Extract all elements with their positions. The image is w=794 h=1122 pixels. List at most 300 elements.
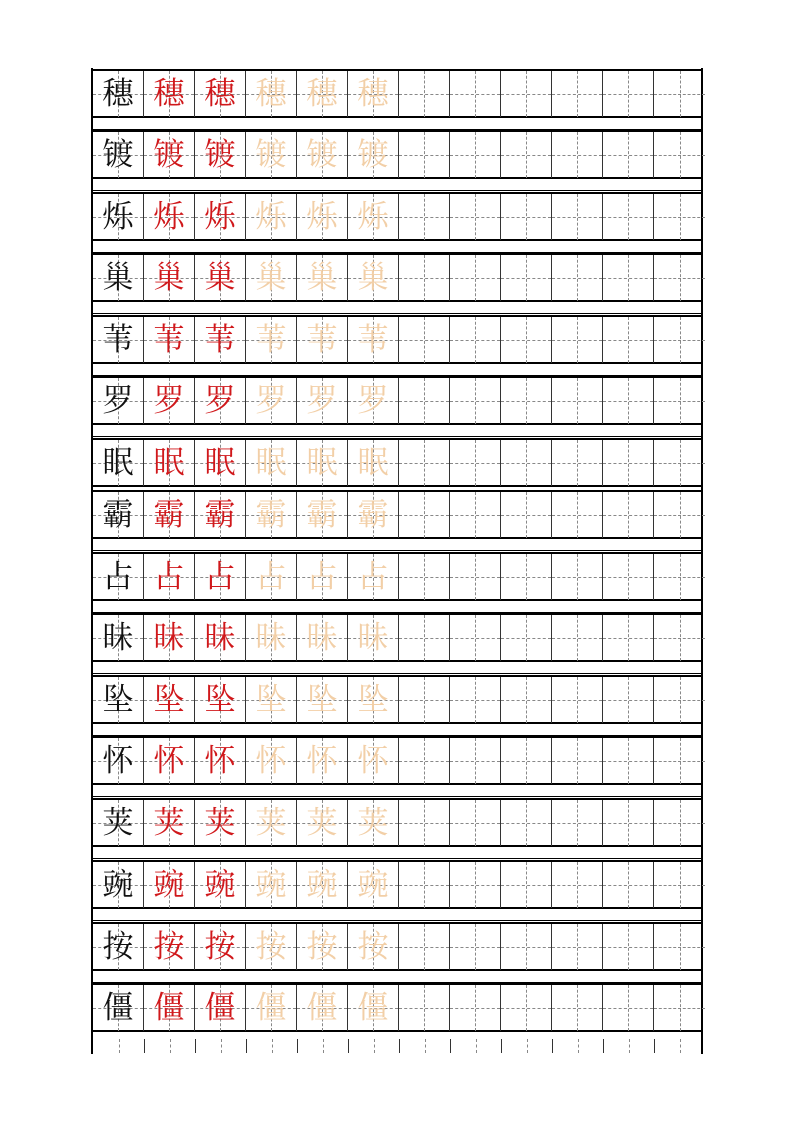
grid-cell [195, 492, 246, 538]
trace-character: 穗 [255, 75, 287, 112]
grid-cell[interactable] [501, 862, 552, 908]
stub-tick [654, 1039, 655, 1053]
trace-character: 坠 [306, 681, 338, 718]
grid-cell[interactable] [297, 440, 348, 486]
grid-cell [144, 924, 195, 970]
grid-cell[interactable] [501, 554, 552, 600]
grid-cell[interactable] [450, 317, 501, 363]
grid-cell [93, 71, 144, 117]
stub-tick [501, 1039, 502, 1053]
grid-cell [144, 615, 195, 661]
grid-cell[interactable] [246, 862, 297, 908]
grid-cell[interactable] [603, 255, 654, 301]
stub-tick [450, 1039, 451, 1053]
grid-cell[interactable] [603, 440, 654, 486]
practice-row [93, 677, 701, 723]
grid-cell [195, 738, 246, 784]
grid-cell [195, 985, 246, 1031]
grid-cell[interactable] [450, 132, 501, 178]
trace-character: 罗 [306, 382, 338, 419]
red-character: 僵 [153, 989, 185, 1026]
red-character: 镀 [153, 136, 185, 173]
grid-cell [93, 440, 144, 486]
trailing-row-stub [93, 1039, 701, 1053]
grid-cell[interactable] [399, 317, 450, 363]
grid-cell[interactable] [654, 378, 705, 424]
grid-cell[interactable] [297, 985, 348, 1031]
grid-cell[interactable] [348, 317, 399, 363]
grid-cell[interactable] [399, 255, 450, 301]
grid-cell[interactable] [450, 71, 501, 117]
grid-cell [93, 554, 144, 600]
grid-cell[interactable] [246, 132, 297, 178]
trace-character: 巢 [306, 259, 338, 296]
trace-character: 荚 [306, 804, 338, 841]
grid-cell [93, 862, 144, 908]
grid-cell[interactable] [399, 738, 450, 784]
grid-cell[interactable] [501, 677, 552, 723]
grid-cell[interactable] [654, 255, 705, 301]
practice-row [93, 492, 701, 538]
red-character: 苇 [153, 321, 185, 358]
grid-cell[interactable] [399, 924, 450, 970]
grid-cell [93, 677, 144, 723]
grid-cell[interactable] [399, 71, 450, 117]
trace-character: 昧 [255, 619, 287, 656]
trace-character: 昧 [357, 619, 389, 656]
row-separator-line [93, 858, 701, 859]
practice-row [93, 924, 701, 970]
model-character: 坠 [102, 681, 134, 718]
practice-row [93, 862, 701, 908]
trace-character: 霸 [306, 496, 338, 533]
grid-cell[interactable] [552, 255, 603, 301]
stub-dash [170, 1039, 171, 1053]
grid-cell[interactable] [450, 924, 501, 970]
grid-cell [144, 554, 195, 600]
model-character: 罗 [102, 382, 134, 419]
grid-cell [93, 132, 144, 178]
trace-character: 罗 [357, 382, 389, 419]
grid-cell[interactable] [246, 378, 297, 424]
grid-cell [195, 378, 246, 424]
grid-cell[interactable] [603, 194, 654, 240]
grid-cell[interactable] [399, 862, 450, 908]
grid-cell[interactable] [297, 924, 348, 970]
grid-cell[interactable] [450, 440, 501, 486]
practice-row [93, 554, 701, 600]
trace-character: 镀 [357, 136, 389, 173]
grid-cell [195, 615, 246, 661]
grid-cell[interactable] [654, 615, 705, 661]
grid-cell [144, 378, 195, 424]
grid-cell[interactable] [450, 677, 501, 723]
grid-cell[interactable] [450, 985, 501, 1031]
grid-cell [195, 862, 246, 908]
grid-cell[interactable] [450, 554, 501, 600]
red-character: 坠 [153, 681, 185, 718]
practice-row [93, 255, 701, 301]
grid-cell[interactable] [450, 800, 501, 846]
grid-cell [144, 985, 195, 1031]
practice-sheet [91, 68, 703, 1054]
red-character: 穗 [153, 75, 185, 112]
grid-cell[interactable] [246, 71, 297, 117]
grid-cell[interactable] [297, 71, 348, 117]
grid-cell[interactable] [450, 194, 501, 240]
red-character: 坠 [204, 681, 236, 718]
red-character: 昧 [153, 619, 185, 656]
grid-cell[interactable] [297, 615, 348, 661]
grid-cell[interactable] [399, 554, 450, 600]
trace-character: 僵 [306, 989, 338, 1026]
grid-cell[interactable] [348, 492, 399, 538]
red-character: 眠 [204, 444, 236, 481]
stub-dash [119, 1039, 120, 1053]
grid-cell[interactable] [450, 492, 501, 538]
red-character: 罗 [153, 382, 185, 419]
grid-cell[interactable] [450, 378, 501, 424]
grid-cell[interactable] [348, 554, 399, 600]
grid-cell[interactable] [297, 492, 348, 538]
grid-cell[interactable] [348, 71, 399, 117]
red-character: 巢 [204, 259, 236, 296]
practice-row [93, 378, 701, 424]
trace-character: 霸 [357, 496, 389, 533]
grid-cell[interactable] [603, 492, 654, 538]
grid-cell[interactable] [552, 132, 603, 178]
grid-cell[interactable] [654, 492, 705, 538]
grid-cell[interactable] [297, 317, 348, 363]
trace-character: 霸 [255, 496, 287, 533]
grid-cell[interactable] [501, 924, 552, 970]
grid-cell[interactable] [399, 615, 450, 661]
grid-cell[interactable] [501, 194, 552, 240]
red-character: 荚 [153, 804, 185, 841]
trace-character: 占 [357, 558, 389, 595]
stub-dash [272, 1039, 273, 1053]
grid-cell[interactable] [297, 677, 348, 723]
grid-cell[interactable] [399, 378, 450, 424]
model-character: 巢 [102, 259, 134, 296]
practice-row [93, 132, 701, 178]
model-character: 霸 [102, 496, 134, 533]
stub-dash [374, 1039, 375, 1053]
grid-cell[interactable] [654, 554, 705, 600]
row-separator-line [93, 796, 701, 797]
red-character: 烁 [153, 198, 185, 235]
grid-cell[interactable] [501, 615, 552, 661]
trace-character: 巢 [357, 259, 389, 296]
trace-character: 按 [306, 928, 338, 965]
grid-cell[interactable] [654, 132, 705, 178]
trace-character: 怀 [306, 742, 338, 779]
red-character: 荚 [204, 804, 236, 841]
stub-dash [527, 1039, 528, 1053]
grid-cell[interactable] [654, 985, 705, 1031]
grid-cell[interactable] [654, 800, 705, 846]
grid-cell[interactable] [246, 615, 297, 661]
grid-cell[interactable] [246, 492, 297, 538]
red-character: 占 [204, 558, 236, 595]
grid-cell[interactable] [246, 677, 297, 723]
grid-cell[interactable] [348, 440, 399, 486]
grid-cell[interactable] [654, 924, 705, 970]
grid-cell[interactable] [348, 255, 399, 301]
grid-cell[interactable] [297, 862, 348, 908]
grid-cell[interactable] [348, 862, 399, 908]
grid-cell[interactable] [246, 800, 297, 846]
grid-cell[interactable] [399, 800, 450, 846]
model-character: 镀 [102, 136, 134, 173]
grid-cell[interactable] [246, 738, 297, 784]
grid-cell[interactable] [399, 677, 450, 723]
stub-tick [246, 1039, 247, 1053]
grid-cell[interactable] [501, 492, 552, 538]
grid-cell[interactable] [501, 255, 552, 301]
row-separator-line [93, 550, 701, 551]
grid-cell [144, 492, 195, 538]
model-character: 占 [102, 558, 134, 595]
stub-dash [323, 1039, 324, 1053]
grid-cell[interactable] [654, 71, 705, 117]
red-character: 按 [153, 928, 185, 965]
grid-cell [195, 317, 246, 363]
stub-tick [195, 1039, 196, 1053]
practice-row [93, 615, 701, 661]
grid-cell [144, 255, 195, 301]
grid-cell[interactable] [348, 738, 399, 784]
grid-cell[interactable] [450, 738, 501, 784]
grid-cell [195, 924, 246, 970]
grid-cell [144, 738, 195, 784]
red-character: 苇 [204, 321, 236, 358]
grid-cell[interactable] [246, 440, 297, 486]
grid-cell[interactable] [603, 985, 654, 1031]
stub-tick [144, 1039, 145, 1053]
grid-cell[interactable] [501, 132, 552, 178]
grid-cell [195, 677, 246, 723]
grid-cell[interactable] [348, 985, 399, 1031]
grid-cell[interactable] [501, 800, 552, 846]
grid-cell[interactable] [552, 317, 603, 363]
grid-cell[interactable] [552, 924, 603, 970]
grid-cell[interactable] [348, 132, 399, 178]
grid-cell[interactable] [603, 924, 654, 970]
grid-cell[interactable] [603, 862, 654, 908]
trace-character: 豌 [255, 866, 287, 903]
grid-cell[interactable] [654, 738, 705, 784]
grid-cell[interactable] [450, 615, 501, 661]
trace-character: 按 [357, 928, 389, 965]
grid-cell [195, 440, 246, 486]
stub-dash [476, 1039, 477, 1053]
grid-cell[interactable] [297, 738, 348, 784]
grid-cell [93, 800, 144, 846]
grid-cell[interactable] [552, 615, 603, 661]
trace-character: 占 [306, 558, 338, 595]
model-character: 按 [102, 928, 134, 965]
stub-tick [399, 1039, 400, 1053]
row-separator-line [93, 673, 701, 674]
grid-cell[interactable] [246, 924, 297, 970]
grid-cell [93, 317, 144, 363]
grid-cell[interactable] [552, 677, 603, 723]
grid-cell [195, 132, 246, 178]
practice-row [93, 317, 701, 363]
red-character: 按 [204, 928, 236, 965]
grid-cell [144, 862, 195, 908]
grid-cell [144, 440, 195, 486]
grid-cell[interactable] [246, 985, 297, 1031]
grid-cell [93, 985, 144, 1031]
grid-cell[interactable] [552, 862, 603, 908]
trace-character: 眠 [357, 444, 389, 481]
grid-cell[interactable] [654, 317, 705, 363]
grid-cell[interactable] [246, 317, 297, 363]
row-separator-line [93, 313, 701, 314]
grid-cell[interactable] [501, 71, 552, 117]
model-character: 豌 [102, 866, 134, 903]
grid-cell[interactable] [246, 255, 297, 301]
grid-cell [93, 492, 144, 538]
grid-cell[interactable] [348, 924, 399, 970]
grid-cell[interactable] [552, 194, 603, 240]
grid-cell[interactable] [603, 738, 654, 784]
trace-character: 僵 [255, 989, 287, 1026]
grid-cell[interactable] [399, 194, 450, 240]
grid-cell[interactable] [654, 440, 705, 486]
grid-cell[interactable] [552, 492, 603, 538]
grid-cell[interactable] [501, 440, 552, 486]
grid-cell [144, 194, 195, 240]
grid-cell[interactable] [348, 677, 399, 723]
grid-cell[interactable] [348, 194, 399, 240]
grid-cell[interactable] [552, 554, 603, 600]
model-character: 僵 [102, 989, 134, 1026]
grid-cell[interactable] [297, 255, 348, 301]
grid-cell [144, 71, 195, 117]
grid-cell[interactable] [348, 615, 399, 661]
grid-cell [93, 194, 144, 240]
grid-cell[interactable] [399, 985, 450, 1031]
trace-character: 昧 [306, 619, 338, 656]
model-character: 昧 [102, 619, 134, 656]
trace-character: 烁 [357, 198, 389, 235]
grid-cell[interactable] [603, 615, 654, 661]
grid-cell[interactable] [603, 317, 654, 363]
red-character: 巢 [153, 259, 185, 296]
grid-cell[interactable] [603, 71, 654, 117]
red-character: 烁 [204, 198, 236, 235]
grid-cell [93, 738, 144, 784]
grid-cell [93, 924, 144, 970]
grid-cell[interactable] [297, 800, 348, 846]
trace-character: 怀 [357, 742, 389, 779]
model-character: 苇 [102, 321, 134, 358]
grid-cell[interactable] [552, 440, 603, 486]
grid-cell[interactable] [297, 194, 348, 240]
stub-dash [578, 1039, 579, 1053]
grid-cell[interactable] [552, 985, 603, 1031]
stub-dash [425, 1039, 426, 1053]
trace-character: 镀 [306, 136, 338, 173]
grid-cell [195, 71, 246, 117]
model-character: 穗 [102, 75, 134, 112]
grid-cell[interactable] [552, 800, 603, 846]
model-character: 烁 [102, 198, 134, 235]
grid-cell [144, 317, 195, 363]
trace-character: 苇 [306, 321, 338, 358]
red-character: 豌 [204, 866, 236, 903]
practice-row [93, 194, 701, 240]
trace-character: 怀 [255, 742, 287, 779]
grid-cell[interactable] [399, 132, 450, 178]
grid-cell[interactable] [297, 554, 348, 600]
red-character: 豌 [153, 866, 185, 903]
grid-cell[interactable] [297, 378, 348, 424]
trace-character: 眠 [306, 444, 338, 481]
grid-cell[interactable] [552, 738, 603, 784]
grid-cell[interactable] [552, 378, 603, 424]
grid-cell [195, 255, 246, 301]
stub-tick [603, 1039, 604, 1053]
stub-tick [297, 1039, 298, 1053]
red-character: 怀 [204, 742, 236, 779]
row-separator-line [93, 190, 701, 191]
grid-cell[interactable] [399, 440, 450, 486]
grid-cell[interactable] [654, 194, 705, 240]
practice-row [93, 800, 701, 846]
grid-cell [195, 800, 246, 846]
red-character: 霸 [153, 496, 185, 533]
grid-cell[interactable] [297, 132, 348, 178]
grid-cell[interactable] [603, 554, 654, 600]
grid-cell[interactable] [603, 677, 654, 723]
grid-cell[interactable] [501, 738, 552, 784]
grid-cell[interactable] [450, 862, 501, 908]
grid-cell[interactable] [501, 378, 552, 424]
practice-row [93, 440, 701, 486]
trace-character: 烁 [306, 198, 338, 235]
red-character: 怀 [153, 742, 185, 779]
grid-cell[interactable] [348, 378, 399, 424]
trace-character: 豌 [306, 866, 338, 903]
grid-cell[interactable] [603, 800, 654, 846]
grid-cell[interactable] [603, 378, 654, 424]
grid-cell[interactable] [501, 317, 552, 363]
grid-cell[interactable] [348, 800, 399, 846]
grid-cell[interactable] [654, 862, 705, 908]
grid-cell[interactable] [246, 554, 297, 600]
grid-cell[interactable] [501, 985, 552, 1031]
stub-dash [680, 1039, 681, 1053]
grid-cell[interactable] [450, 255, 501, 301]
trace-character: 苇 [357, 321, 389, 358]
stub-tick [348, 1039, 349, 1053]
grid-cell[interactable] [603, 132, 654, 178]
stub-dash [221, 1039, 222, 1053]
trace-character: 荚 [357, 804, 389, 841]
grid-cell [195, 554, 246, 600]
grid-cell[interactable] [552, 71, 603, 117]
red-character: 罗 [204, 382, 236, 419]
grid-cell[interactable] [654, 677, 705, 723]
grid-cell[interactable] [399, 492, 450, 538]
trace-character: 僵 [357, 989, 389, 1026]
grid-cell[interactable] [246, 194, 297, 240]
row-separator-line [93, 920, 701, 921]
